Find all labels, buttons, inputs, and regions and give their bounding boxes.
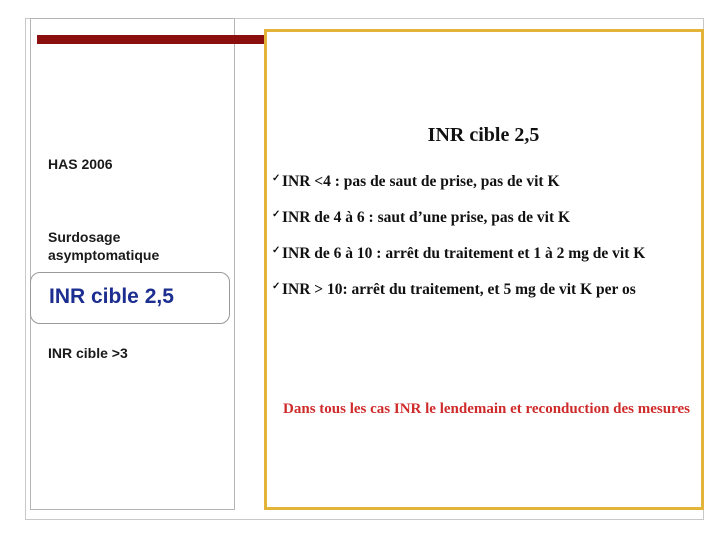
- sidebar-item-inr-cible-2-5[interactable]: [30, 272, 230, 324]
- list-item: [272, 272, 695, 308]
- checkmark-icon: ✓: [272, 173, 281, 184]
- sidebar-item-label: HAS 2006: [48, 156, 113, 172]
- sidebar-item-label: INR cible >3: [48, 345, 128, 361]
- checkmark-icon: ✓: [272, 281, 281, 292]
- checkmark-icon: ✓: [272, 209, 281, 220]
- bullet-text: INR de 6 à 10 : arrêt du traitement et 1 à 2 mg de vit K: [282, 245, 646, 262]
- sidebar-item-inr-cible-3[interactable]: [48, 344, 128, 362]
- bullet-text: INR de 4 à 6 : saut d’une prise, pas de vit K: [282, 209, 571, 226]
- sidebar-item-has-2006[interactable]: [48, 155, 113, 173]
- accent-bar: [37, 35, 267, 44]
- bullet-text: INR > 10: arrêt du traitement, et 5 mg de vit K per os: [282, 281, 636, 298]
- checkmark-icon: ✓: [272, 245, 281, 256]
- sidebar-panel: [30, 18, 235, 510]
- sidebar-item-label: INR cible 2,5: [49, 285, 174, 308]
- highlight-note: Dans tous les cas INR le lendemain et reconduction des mesures: [283, 401, 690, 417]
- list-item: [272, 236, 695, 272]
- bullet-text: INR <4 : pas de saut de prise, pas de vit K: [282, 173, 560, 190]
- content-panel: [264, 29, 704, 510]
- sidebar-item-surdosage[interactable]: [48, 210, 159, 264]
- bullet-list: [272, 164, 695, 308]
- sidebar-item-label: Surdosage asymptomatique: [48, 229, 160, 263]
- list-item: [272, 164, 695, 200]
- content-title: INR cible 2,5: [427, 124, 540, 146]
- list-item: [272, 200, 695, 236]
